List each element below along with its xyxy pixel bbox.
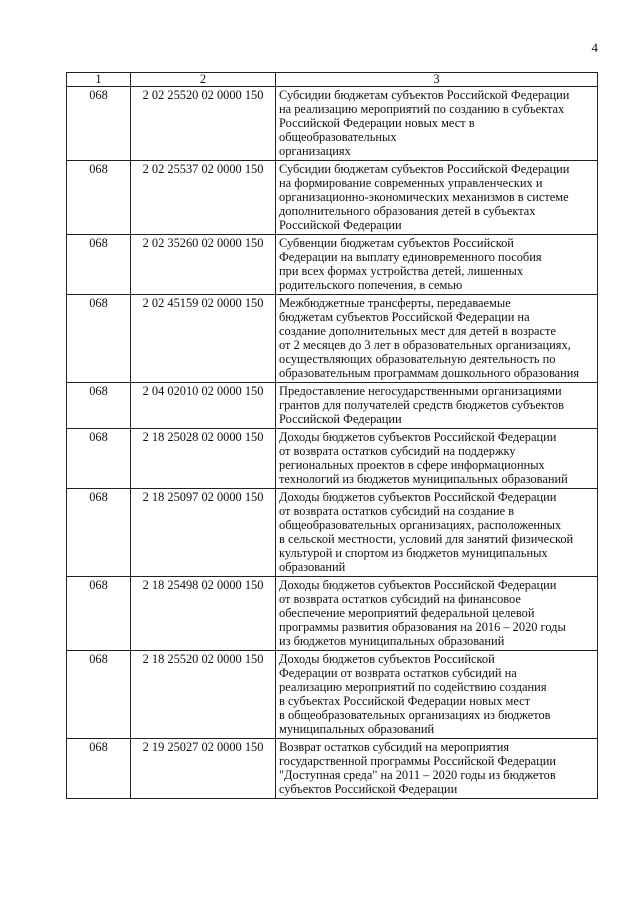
column-header-1: 1 — [67, 73, 131, 87]
income-name-line: Российской Федерации — [279, 412, 402, 426]
table-row — [67, 429, 598, 489]
income-name-line: программы развития образования на 2016 – 2020 годы — [279, 620, 566, 634]
table-header-row — [67, 73, 598, 87]
income-name-line: Субсидии бюджетам субъектов Российской Федерации — [279, 88, 570, 102]
income-name-line: Субвенции бюджетам субъектов Российской — [279, 236, 514, 250]
budget-code-cell: 2 02 45159 02 0000 150 — [131, 295, 276, 383]
admin-code-cell: 068 — [67, 87, 131, 161]
budget-code-cell: 2 18 25498 02 0000 150 — [131, 577, 276, 651]
income-name-line: Доходы бюджетов субъектов Российской Федерации — [279, 430, 557, 444]
income-name-line: образовательным программам дошкольного образования — [279, 366, 580, 380]
income-name-line: на формирование современных управленческих и — [279, 176, 543, 190]
budget-code-cell: 2 02 25537 02 0000 150 — [131, 161, 276, 235]
income-name-line: в сельской местности, условий для занятий физической — [279, 532, 574, 546]
income-name-line: организациях — [279, 144, 351, 158]
income-name-line: реализацию мероприятий по содействию создания — [279, 680, 547, 694]
table-row — [67, 577, 598, 651]
income-name-cell — [276, 489, 598, 577]
income-name-line: Субсидии бюджетам субъектов Российской Федерации — [279, 162, 570, 176]
income-name-line: дополнительного образования детей в субъектах — [279, 204, 536, 218]
budget-code-cell: 2 18 25097 02 0000 150 — [131, 489, 276, 577]
admin-code-cell: 068 — [67, 489, 131, 577]
income-name-line: муниципальных образований — [279, 722, 435, 736]
page-number: 4 — [591, 40, 598, 55]
admin-code-cell: 068 — [67, 651, 131, 739]
income-name-cell — [276, 577, 598, 651]
income-name-line: обеспечение мероприятий федеральной целевой — [279, 606, 535, 620]
budget-code-cell: 2 18 25520 02 0000 150 — [131, 651, 276, 739]
income-name-cell — [276, 739, 598, 799]
income-name-line: создание дополнительных мест для детей в возрасте — [279, 324, 556, 338]
income-name-line: от возврата остатков субсидий на финансовое — [279, 592, 521, 606]
income-name-line: от 2 месяцев до 3 лет в образовательных организациях, — [279, 338, 571, 352]
income-name-line: из бюджетов муниципальных образований — [279, 634, 505, 648]
income-name-line: общеобразовательных организациях, расположенных — [279, 518, 562, 532]
budget-code-cell: 2 02 25520 02 0000 150 — [131, 87, 276, 161]
income-name-line: Предоставление негосударственными организациями — [279, 384, 562, 398]
admin-code-cell: 068 — [67, 295, 131, 383]
income-name-line: при всех формах устройства детей, лишенных — [279, 264, 524, 278]
admin-code-cell: 068 — [67, 235, 131, 295]
income-name-line: осуществляющих образовательную деятельность по — [279, 352, 556, 366]
income-name-line: региональных проектов в сфере информационных — [279, 458, 545, 472]
income-name-line: в общеобразовательных организациях из бюджетов — [279, 708, 551, 722]
income-name-line: родительского попечения, в семью — [279, 278, 463, 292]
income-name-line: Доходы бюджетов субъектов Российской — [279, 652, 495, 666]
income-name-line: Российской Федерации — [279, 218, 402, 232]
budget-code-cell: 2 02 35260 02 0000 150 — [131, 235, 276, 295]
income-name-line: Федерации на выплату единовременного пособия — [279, 250, 542, 264]
income-name-line: бюджетам субъектов Российской Федерации на — [279, 310, 530, 324]
admin-code-cell: 068 — [67, 383, 131, 429]
income-name-line: образований — [279, 560, 346, 574]
column-header-2: 2 — [131, 73, 276, 87]
income-name-cell — [276, 161, 598, 235]
admin-code-cell: 068 — [67, 577, 131, 651]
income-name-line: организационно-экономических механизмов в системе — [279, 190, 569, 204]
column-header-3: 3 — [276, 73, 598, 87]
income-name-line: субъектов Российской Федерации — [279, 782, 458, 796]
table-row — [67, 739, 598, 799]
table-row — [67, 235, 598, 295]
table-body — [67, 87, 598, 799]
budget-code-cell: 2 19 25027 02 0000 150 — [131, 739, 276, 799]
income-name-cell — [276, 383, 598, 429]
income-name-line: Российской Федерации новых мест в общеобразовательных — [279, 116, 475, 144]
income-name-line: от возврата остатков субсидий на создание в — [279, 504, 515, 518]
table-row — [67, 489, 598, 577]
income-name-line: "Доступная среда" на 2011 – 2020 годы из бюджетов — [279, 768, 556, 782]
income-name-line: Федерации от возврата остатков субсидий на — [279, 666, 517, 680]
budget-code-cell: 2 04 02010 02 0000 150 — [131, 383, 276, 429]
admin-code-cell: 068 — [67, 161, 131, 235]
table-row — [67, 87, 598, 161]
budget-classification-table — [66, 72, 598, 799]
income-name-line: в субъектах Российской Федерации новых мест — [279, 694, 531, 708]
income-name-cell — [276, 235, 598, 295]
income-name-line: Возврат остатков субсидий на мероприятия — [279, 740, 510, 754]
table-row — [67, 383, 598, 429]
income-name-cell — [276, 87, 598, 161]
income-name-line: государственной программы Российской Федерации — [279, 754, 556, 768]
income-name-line: на реализацию мероприятий по созданию в субъектах — [279, 102, 565, 116]
table-row — [67, 161, 598, 235]
income-name-line: грантов для получателей средств бюджетов субъектов — [279, 398, 565, 412]
income-name-line: культурой и спортом из бюджетов муниципальных — [279, 546, 548, 560]
admin-code-cell: 068 — [67, 429, 131, 489]
income-name-line: технологий из бюджетов муниципальных образований — [279, 472, 568, 486]
income-name-cell — [276, 295, 598, 383]
table-row — [67, 295, 598, 383]
income-name-line: Доходы бюджетов субъектов Российской Федерации — [279, 578, 557, 592]
income-name-line: Доходы бюджетов субъектов Российской Федерации — [279, 490, 557, 504]
income-name-cell — [276, 429, 598, 489]
income-name-line: от возврата остатков субсидий на поддержку — [279, 444, 516, 458]
income-name-line: Межбюджетные трансферты, передаваемые — [279, 296, 511, 310]
table-row — [67, 651, 598, 739]
admin-code-cell: 068 — [67, 739, 131, 799]
income-name-cell — [276, 651, 598, 739]
budget-code-cell: 2 18 25028 02 0000 150 — [131, 429, 276, 489]
